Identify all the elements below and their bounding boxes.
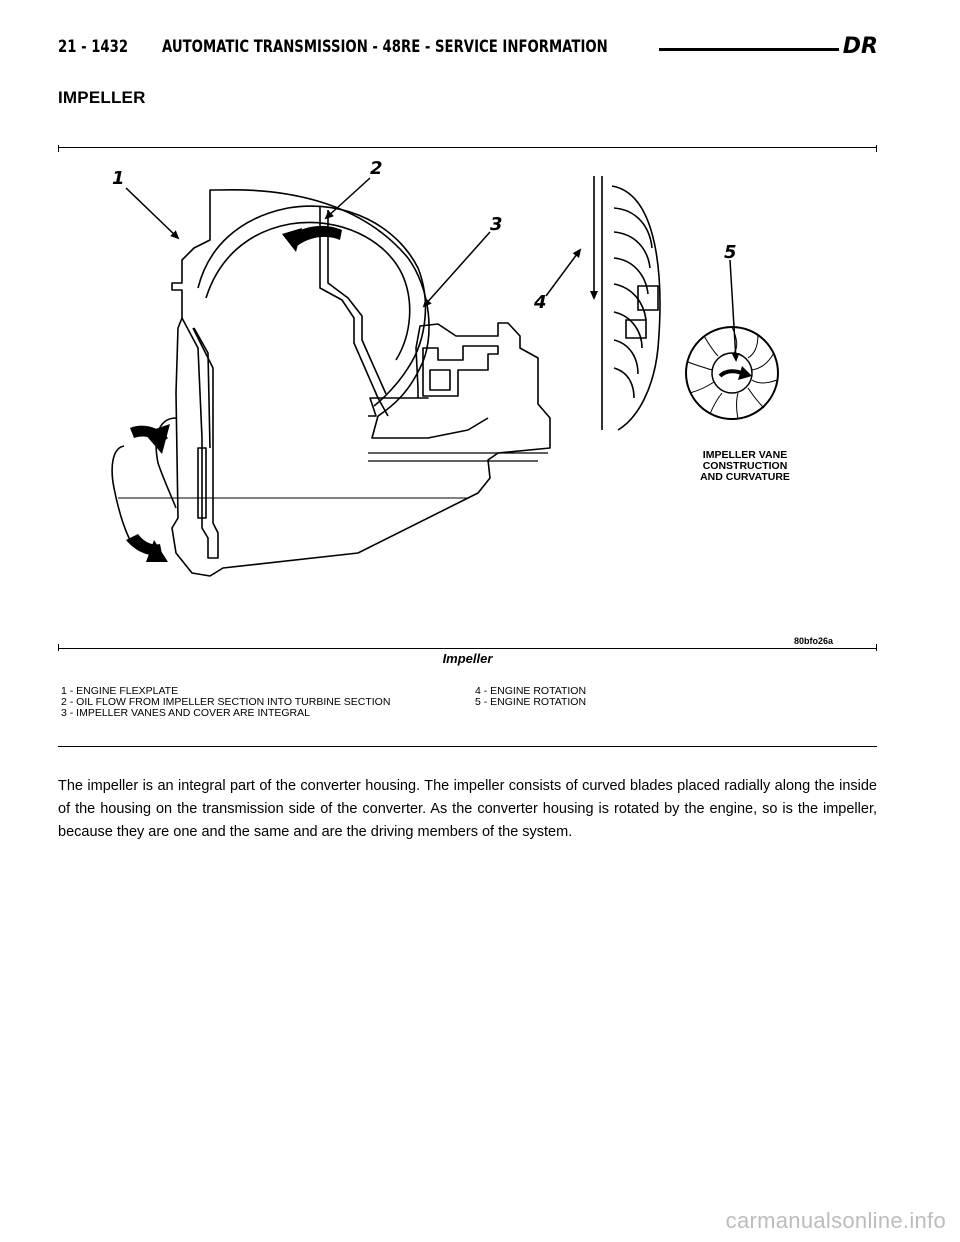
section-badge: DR: [842, 34, 878, 59]
figure-caption: Impeller: [442, 651, 493, 666]
legend-item: 3 - IMPELLER VANES AND COVER ARE INTEGRAL: [61, 707, 310, 719]
legend-left-column: [61, 686, 421, 719]
impeller-illustration: [58, 148, 877, 648]
section-title: IMPELLER: [58, 88, 146, 107]
figure-id: 80bfo26a: [793, 636, 833, 646]
header-rule: [659, 48, 839, 51]
page-header: [58, 34, 878, 64]
legend-item: 1 - ENGINE FLEXPLATE: [61, 685, 179, 697]
callout-2: 2: [370, 158, 383, 179]
legend-item: 2 - OIL FLOW FROM IMPELLER SECTION INTO TURBINE SECTION: [61, 696, 391, 708]
legend-rule: [58, 746, 877, 747]
vane-construction-label: IMPELLER VANE CONSTRUCTION AND CURVATURE: [700, 449, 790, 483]
impeller-figure: [58, 147, 877, 649]
body-paragraph: The impeller is an integral part of the converter housing. The impeller consists of curved blades placed radially along the inside of the housing on the transmission side of the converter. As the converter housing is rotated by the engine, so is the impeller, because they are one and the same and are the driving members of the system.: [58, 777, 877, 840]
legend-item: 4 - ENGINE ROTATION: [475, 685, 587, 697]
callout-1: 1: [112, 168, 125, 189]
callout-5: 5: [724, 242, 737, 263]
legend-right-column: [475, 686, 855, 708]
page-number: 21 - 1432: [58, 37, 129, 57]
running-title: AUTOMATIC TRANSMISSION - 48RE - SERVICE INFORMATION: [162, 37, 608, 57]
callout-4: 4: [534, 292, 547, 313]
legend-item: 5 - ENGINE ROTATION: [475, 696, 587, 708]
watermark: carmanualsonline.info: [725, 1208, 946, 1233]
callout-3: 3: [490, 214, 503, 235]
